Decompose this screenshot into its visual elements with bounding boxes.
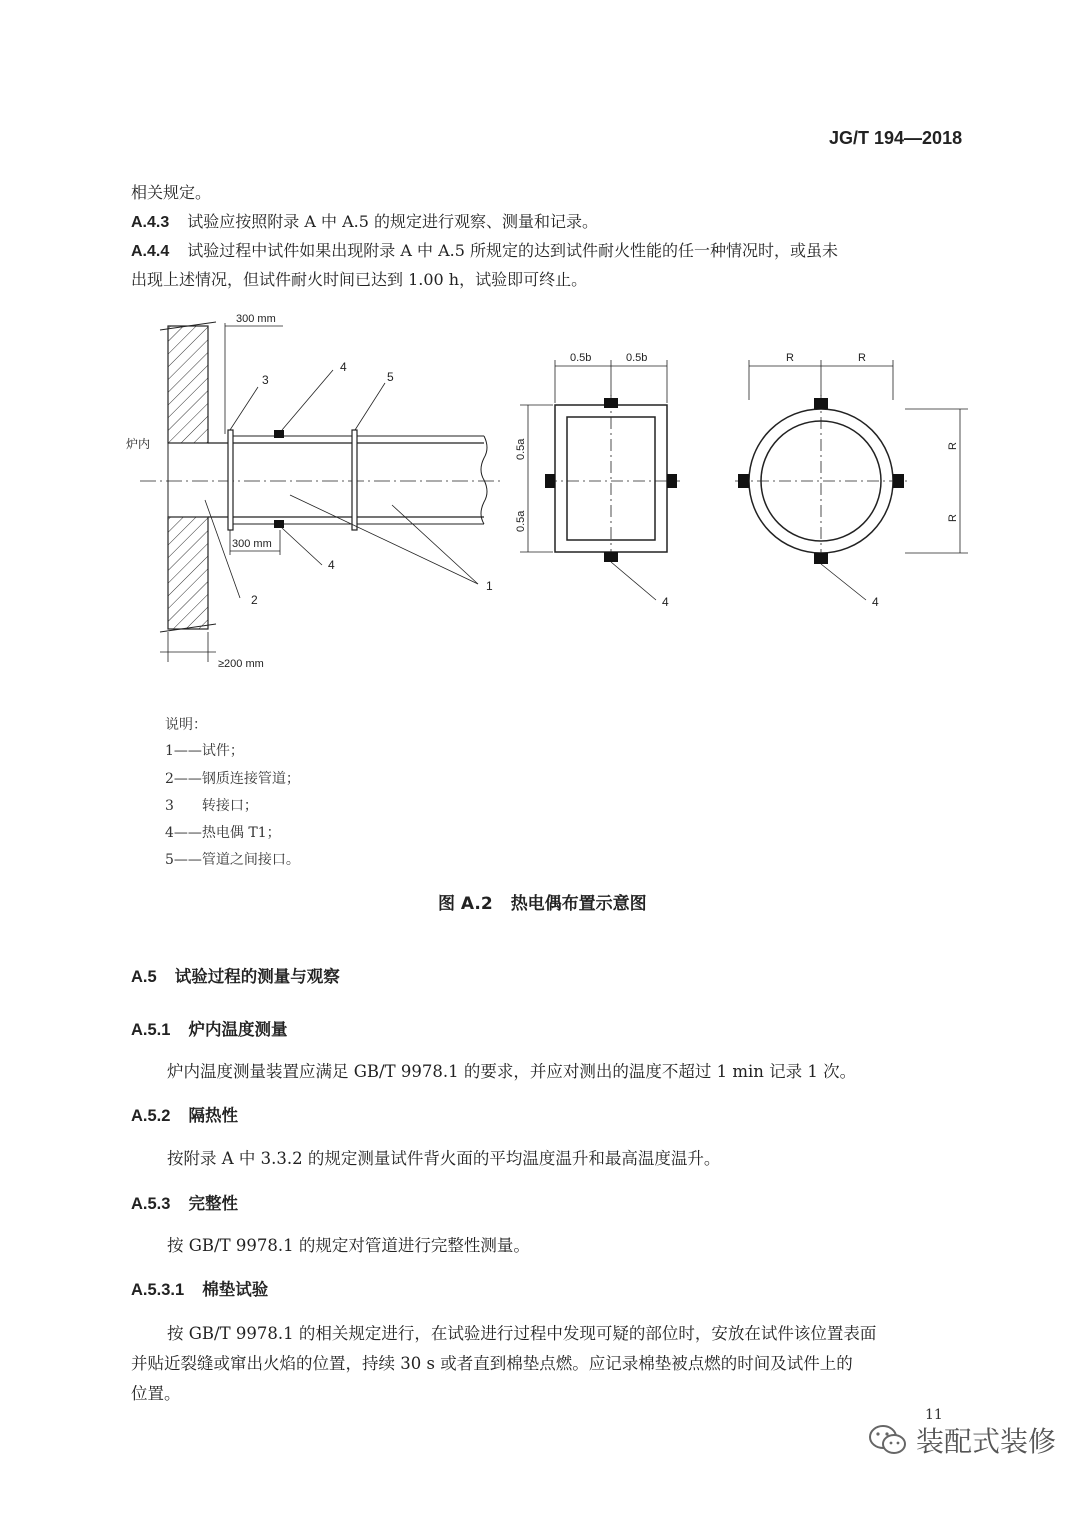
furnace-wall-upper [168, 326, 208, 443]
dimension-300-top: 300 mm [236, 313, 276, 325]
thermocouple-bottom [274, 520, 284, 528]
section-number: A.5.3 [131, 1195, 171, 1213]
thermocouple-rect-top [604, 398, 618, 408]
dimension-300-bottom: 300 mm [232, 538, 272, 550]
marker-1: 1 [486, 579, 493, 593]
rect-dim-b-right: 0.5b [626, 352, 648, 364]
thermocouple-rect-left [545, 474, 555, 488]
circle-dim-r-left: R [786, 352, 794, 364]
section-title: 隔热性 [188, 1106, 238, 1125]
legend-title: 说明： [165, 717, 207, 733]
rect-dim-a-top: 0.5a [515, 438, 527, 460]
section-title: 棉垫试验 [202, 1280, 269, 1299]
circle-dim-r-top: R [947, 442, 959, 450]
figure-caption [438, 889, 647, 914]
section-title: 完整性 [188, 1194, 238, 1213]
thermocouple-rect-right [667, 474, 677, 488]
watermark-text: 装配式装修 [916, 1425, 1057, 1458]
marker-4-top: 4 [340, 360, 347, 374]
pipe-joint [352, 430, 357, 530]
section-a5-heading [131, 963, 340, 987]
thermocouple-circle-bottom [814, 553, 828, 564]
rect-dim-b-left: 0.5b [570, 352, 592, 364]
section-a51-body: 炉内温度测量装置应满足 GB/T 9978.1 的要求，并应对测出的温度不超过 1 min 记录 1 次。 [167, 1062, 857, 1081]
legend-item: 1——试件； [165, 743, 244, 759]
clause-a444-continued: 出现上述情况，但试件耐火时间已达到 1.00 h，试验即可终止。 [131, 270, 588, 289]
furnace-wall-lower [168, 517, 208, 629]
clause-a444 [131, 238, 838, 261]
section-title: 炉内温度测量 [188, 1020, 288, 1039]
clause-a443 [131, 209, 598, 232]
marker-4-bottom: 4 [328, 558, 335, 572]
section-a531-body-line2: 并贴近裂缝或窜出火焰的位置，持续 30 s 或者直到棉垫点燃。应记录棉垫被点燃的时间及试件上的 [131, 1354, 853, 1373]
thermocouple-layout-figure [0, 300, 1080, 680]
section-number: A.5.3.1 [131, 1281, 185, 1299]
furnace-interior-label: 炉内 [126, 437, 151, 451]
wechat-icon [868, 1423, 908, 1457]
clause-number: A.4.3 [131, 214, 170, 231]
section-number: A.5.1 [131, 1021, 171, 1039]
clause-number: A.4.4 [131, 243, 170, 260]
section-title: 试验过程的测量与观察 [174, 967, 340, 986]
marker-5: 5 [387, 370, 394, 384]
section-a52-body: 按附录 A 中 3.3.2 的规定测量试件背火面的平均温度温升和最高温度温升。 [167, 1149, 721, 1168]
circle-dim-r-bottom: R [947, 514, 959, 522]
section-a531-heading [131, 1276, 268, 1300]
marker-4-circle: 4 [872, 595, 879, 609]
legend-item: 3 转接口； [165, 798, 258, 814]
standard-number: JG/T 194—2018 [829, 128, 963, 148]
watermark [868, 1420, 1056, 1460]
transition-joint [228, 430, 233, 530]
dimension-200: ≥200 mm [218, 658, 264, 670]
section-a51-heading [131, 1016, 287, 1040]
section-a53-heading [131, 1190, 238, 1214]
legend-item: 5——管道之间接口。 [165, 852, 300, 868]
section-a531-body-line3: 位置。 [131, 1384, 181, 1403]
marker-4-rect: 4 [662, 595, 669, 609]
figure-title: 热电偶布置示意图 [510, 894, 647, 914]
marker-2: 2 [251, 593, 258, 607]
legend-item: 4——热电偶 T1； [165, 825, 281, 841]
thermocouple-circle-left [738, 474, 749, 488]
section-number: A.5 [131, 968, 157, 986]
page-number: 11 [925, 1407, 943, 1423]
marker-3: 3 [262, 373, 269, 387]
section-a531-body-line1: 按 GB/T 9978.1 的相关规定进行，在试验进行过程中发现可疑的部位时，安放在试件该位置表面 [167, 1324, 877, 1343]
figure-number: 图 A.2 [438, 894, 493, 914]
circle-dim-r-right: R [858, 352, 866, 364]
thermocouple-top [274, 430, 284, 438]
rect-dim-a-bottom: 0.5a [515, 510, 527, 532]
clause-text: 试验过程中试件如果出现附录 A 中 A.5 所规定的达到试件耐火性能的任一种情况时，或虽未 [187, 241, 838, 260]
section-a53-body: 按 GB/T 9978.1 的规定对管道进行完整性测量。 [167, 1236, 530, 1255]
section-a52-heading [131, 1102, 238, 1126]
thermocouple-rect-bottom [604, 552, 618, 562]
thermocouple-circle-right [893, 474, 904, 488]
clause-text: 试验应按照附录 A 中 A.5 的规定进行观察、测量和记录。 [187, 212, 598, 231]
thermocouple-circle-top [814, 398, 828, 409]
legend-item: 2——钢质连接管道； [165, 771, 300, 787]
continued-text: 相关规定。 [131, 183, 212, 202]
section-number: A.5.2 [131, 1107, 171, 1125]
